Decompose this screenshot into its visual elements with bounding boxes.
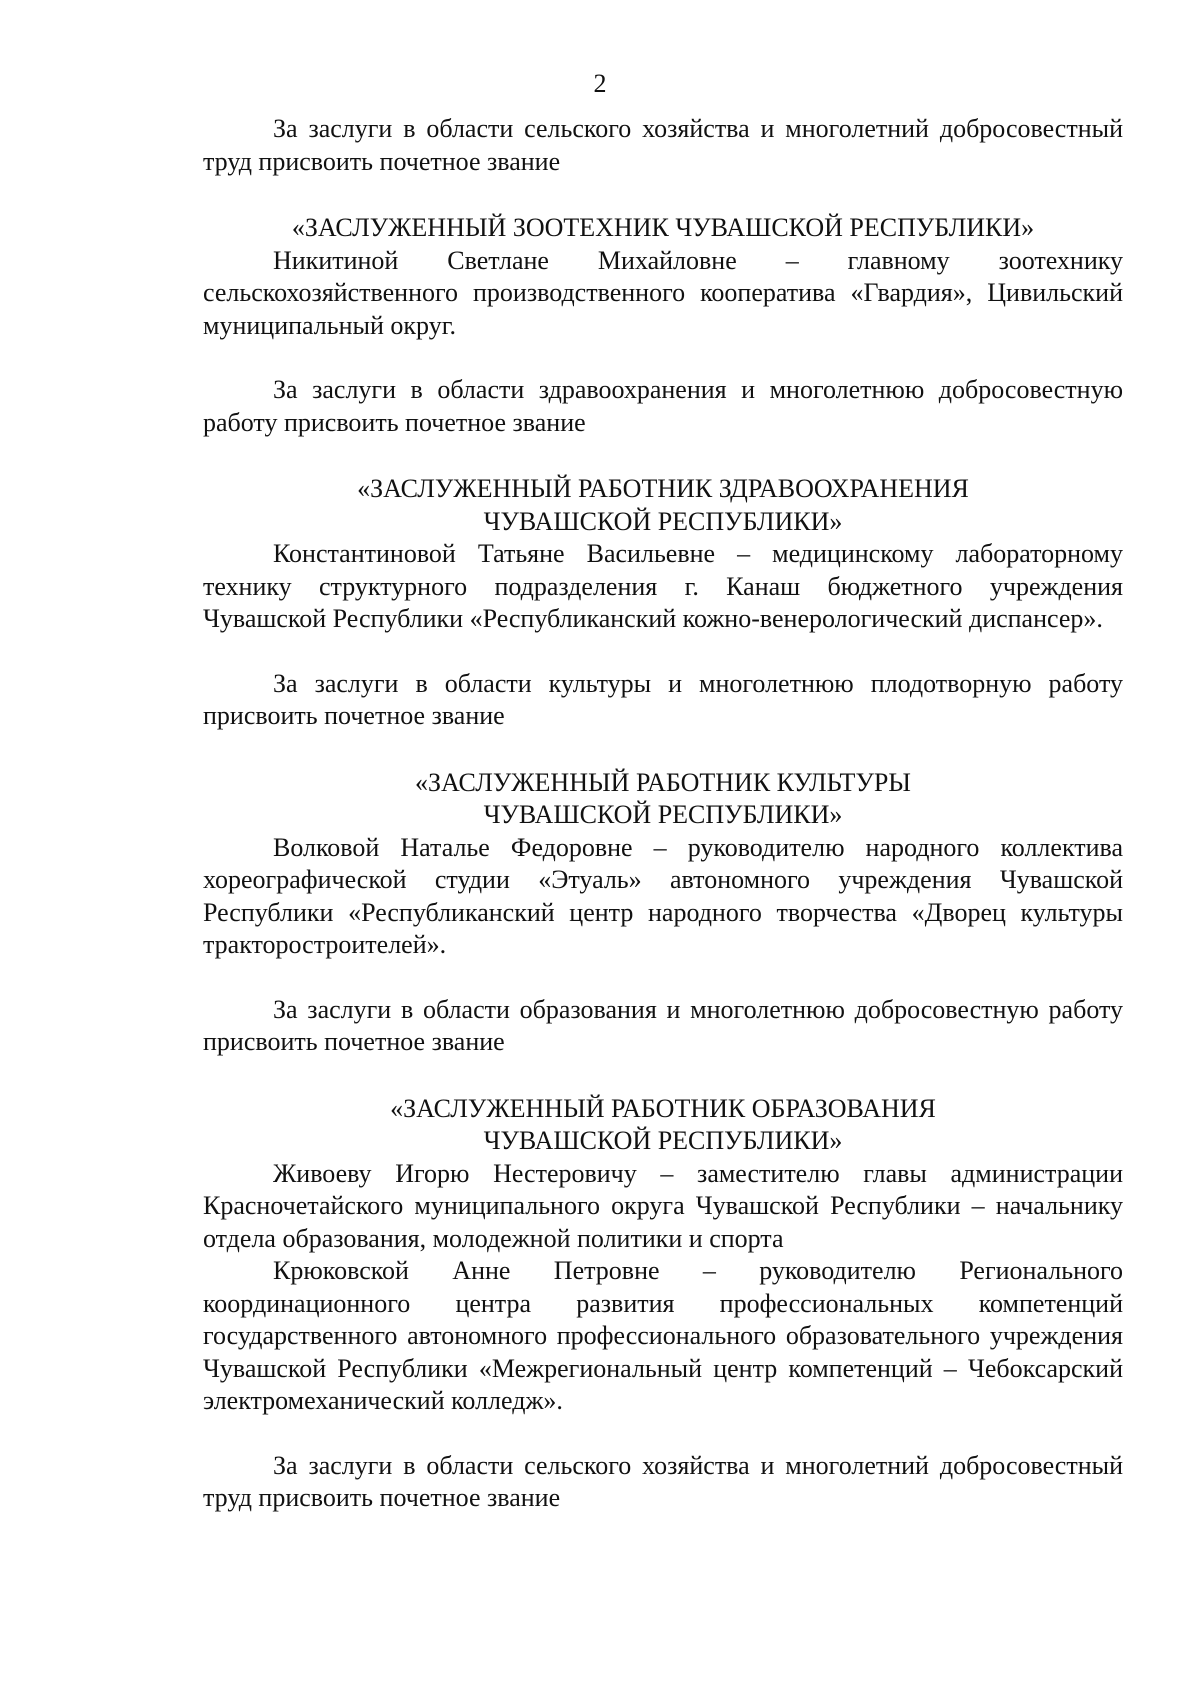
award-section-culture [203, 668, 1123, 962]
document-body [203, 113, 1123, 1515]
award-section-closing [203, 1450, 1123, 1515]
closing-intro: За заслуги в области сельского хозяйства и многолетний добросовестный труд присвоить почетное звание [203, 1450, 1123, 1512]
award-title-line: ЧУВАШСКОЙ РЕСПУБЛИКИ» [483, 1126, 843, 1155]
award-title-line: ЧУВАШСКОЙ РЕСПУБЛИКИ» [483, 800, 843, 829]
award-title-line: «ЗАСЛУЖЕННЫЙ РАБОТНИК ОБРАЗОВАНИЯ [390, 1093, 936, 1123]
award-section-healthcare [203, 374, 1123, 636]
page-number: 2 [593, 69, 607, 98]
awardee-entry: Волковой Наталье Федоровне – руководителю народного коллектива хореографической студии «Этуаль» автономного учреждения Чувашской Республики «Республиканский центр народного творчества «Дворец культуры тракторостроителей». [203, 832, 1123, 959]
awardee-entry: Никитиной Светлане Михайловне – главному зоотехнику сельскохозяйственного производственного кооператива «Гвардия», Цивильский муниципальный округ. [203, 245, 1123, 340]
award-title-line: «ЗАСЛУЖЕННЫЙ ЗООТЕХНИК ЧУВАШСКОЙ РЕСПУБЛИКИ» [291, 213, 1035, 242]
awardee-entry: Крюковской Анне Петровне – руководителю Регионального координационного центра развития профессиональных компетенций государственного автономного профессионального образовательного учреждения Чувашской Республики «Межрегиональный центр компетенций – Чебоксарский электромеханический колледж». [203, 1256, 1123, 1415]
award-title-line: «ЗАСЛУЖЕННЫЙ РАБОТНИК ЗДРАВООХРАНЕНИЯ [357, 474, 969, 503]
award-title [203, 1093, 1123, 1158]
award-title-line: ЧУВАШСКОЙ РЕСПУБЛИКИ» [483, 506, 843, 536]
award-title-line: «ЗАСЛУЖЕННЫЙ РАБОТНИК КУЛЬТУРЫ [415, 767, 911, 797]
award-section-education [203, 994, 1123, 1418]
award-intro: За заслуги в области образования и многолетнюю добросовестную работу присвоить почетное звание [203, 994, 1123, 1056]
award-section-zootechnician [203, 113, 1123, 342]
award-title [203, 212, 1123, 245]
award-intro: За заслуги в области сельского хозяйства и многолетний добросовестный труд присвоить почетное звание [203, 114, 1123, 176]
award-title [203, 473, 1123, 538]
awardee-entry: Константиновой Татьяне Васильевне – медицинскому лабораторному технику структурного подразделения г. Канаш бюджетного учреждения Чувашской Республики «Республиканский кожно-венерологический диспансер». [203, 539, 1123, 633]
award-intro: За заслуги в области культуры и многолетнюю плодотворную работу присвоить почетное звание [203, 668, 1123, 730]
award-title [203, 767, 1123, 832]
award-intro: За заслуги в области здравоохранения и многолетнюю добросовестную работу присвоить почетное звание [203, 375, 1123, 437]
awardee-entry: Живоеву Игорю Нестеровичу – заместителю главы администрации Красночетайского муниципального округа Чувашской Республики – начальнику отдела образования, молодежной политики и спорта [203, 1158, 1123, 1253]
